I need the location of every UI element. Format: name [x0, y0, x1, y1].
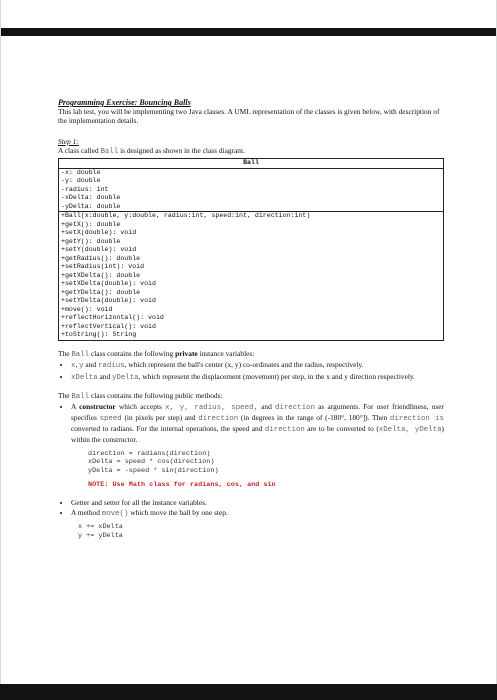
private-intro: The Ball class contains the following private instance variables:: [58, 348, 255, 359]
uml-field: -x: double: [61, 168, 101, 176]
final-method-list: [58, 498, 444, 519]
uml-field: -y: double: [61, 177, 101, 184]
top-bar: [0, 28, 497, 36]
uml-class-name: Ball: [59, 159, 444, 169]
uml-field: -xDelta: double: [61, 194, 121, 201]
uml-method: +setY(double): void: [61, 246, 137, 253]
list-item: • xDelta and yDelta, which represent the displacement (movement) per step, in the x and y direction respectively.: [71, 372, 444, 383]
uml-methods: [59, 212, 444, 341]
public-method-list: [58, 402, 444, 444]
uml-method: +reflectHorizontal(): void: [61, 314, 164, 321]
uml-class-diagram: [58, 158, 444, 341]
uml-method: +Ball(x:double, y:double, radius:int, speed:int, direction:int): [61, 212, 311, 219]
move-code-block: x += xDelta y += yDelta: [78, 523, 123, 540]
uml-method: +setRadius(int): void: [61, 263, 145, 270]
list-item: • x, y and radius, which represent the ball's center (x, y) co-ordinates and the radius, respectively.: [71, 360, 444, 371]
uml-method: +getXDelta(): double: [61, 271, 141, 279]
private-variable-list: [58, 360, 444, 383]
conversion-code-block: direction = radians(direction) xDelta = speed * cos(direction) yDelta = -speed * sin(direction): [88, 449, 219, 475]
uml-field: -yDelta: double: [61, 202, 121, 210]
uml-method: +setXDelta(double): void: [61, 280, 156, 287]
intro-paragraph: This lab test, you will be implementing two Java classes. A UML representation of the classes is given below, with description of the implementation details.: [58, 107, 440, 125]
page-title: Programming Exercise: Bouncing Balls: [58, 98, 191, 107]
step-text: A class called Ball is designed as shown in the class diagram.: [58, 146, 245, 156]
uml-method: +getRadius(): double: [61, 254, 141, 262]
uml-field: -radius: int: [61, 185, 109, 193]
document-content: [58, 98, 444, 540]
uml-method: +toString(): String: [61, 331, 137, 338]
uml-method: +getX(): double: [61, 220, 121, 228]
uml-method: +move(): void: [61, 305, 113, 313]
step-label: Step 1:: [58, 137, 79, 146]
uml-method: +getYDelta(): double: [61, 288, 141, 296]
uml-method: +reflectVertical(): void: [61, 322, 156, 330]
uml-fields: [59, 168, 444, 212]
list-item: • A method move() which move the ball by one step.: [71, 508, 444, 519]
list-item: • Getter and setter for all the instance variables.: [71, 498, 444, 507]
uml-method: +getY(): double: [61, 237, 121, 245]
note-text: NOTE: Use Math class for radians, cos, and sin: [88, 481, 276, 489]
uml-method: +setYDelta(double): void: [61, 297, 156, 304]
list-item: • A constructor which accepts x, y, radius, speed, and direction as arguments. For user friendliness, user specifies speed (in pixels per step) and direction (in degrees in the range of (-180°, 180°]). Then direction is converted to radians. For the internal operations, the speed and direction are to be converted to (xDelta, yDelta) within the constructor.: [71, 402, 444, 444]
public-intro: The Ball class contains the following public methods:: [58, 390, 223, 401]
left-edge: [0, 0, 1, 700]
bottom-bar: [0, 684, 497, 700]
uml-method: +setX(double): void: [61, 229, 137, 236]
